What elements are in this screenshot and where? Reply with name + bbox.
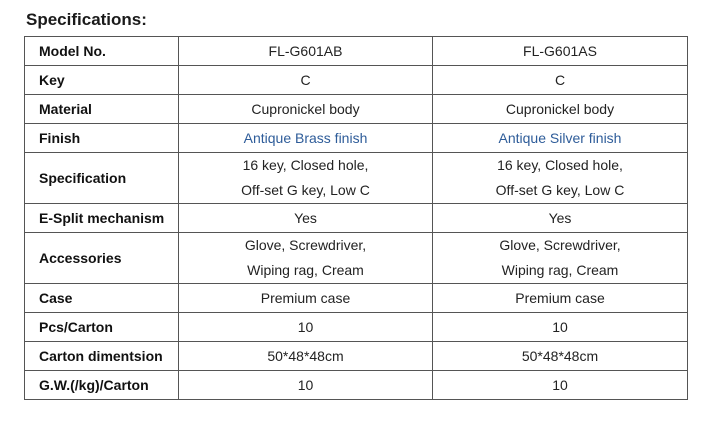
- value-fl-g601as: C: [433, 66, 688, 95]
- value-fl-g601ab: Yes: [179, 204, 433, 233]
- row-label: Pcs/Carton: [25, 313, 179, 342]
- table-row-accessories: [25, 233, 688, 284]
- row-label: G.W.(/kg)/Carton: [25, 371, 179, 400]
- value-fl-g601as: 10: [433, 313, 688, 342]
- value-fl-g601as: 16 key, Closed hole, Off-set G key, Low C: [433, 153, 688, 204]
- value-fl-g601ab: Premium case: [179, 284, 433, 313]
- table-row-key: [25, 66, 688, 95]
- specifications-table: [24, 36, 688, 400]
- row-label: Finish: [25, 124, 179, 153]
- value-fl-g601ab: Cupronickel body: [179, 95, 433, 124]
- table-row-gross-weight: [25, 371, 688, 400]
- value-fl-g601as: Yes: [433, 204, 688, 233]
- value-fl-g601as: Cupronickel body: [433, 95, 688, 124]
- table-row-e-split: [25, 204, 688, 233]
- table-row-pcs-carton: [25, 313, 688, 342]
- table-row-specification: [25, 153, 688, 204]
- table-row-finish: [25, 124, 688, 153]
- value-fl-g601as: Glove, Screwdriver, Wiping rag, Cream: [433, 233, 688, 284]
- table-row-case: [25, 284, 688, 313]
- value-fl-g601as: Premium case: [433, 284, 688, 313]
- value-fl-g601ab: 50*48*48cm: [179, 342, 433, 371]
- row-label: Carton dimentsion: [25, 342, 179, 371]
- value-fl-g601ab: FL-G601AB: [179, 37, 433, 66]
- table-row-material: [25, 95, 688, 124]
- value-fl-g601ab: 10: [179, 371, 433, 400]
- table-row-carton-dimension: [25, 342, 688, 371]
- value-fl-g601ab: Antique Brass finish: [179, 124, 433, 153]
- row-label: Material: [25, 95, 179, 124]
- row-label: Accessories: [25, 233, 179, 284]
- row-label: Case: [25, 284, 179, 313]
- value-fl-g601ab: Glove, Screwdriver, Wiping rag, Cream: [179, 233, 433, 284]
- page-title: Specifications:: [26, 10, 147, 29]
- row-label: E-Split mechanism: [25, 204, 179, 233]
- value-fl-g601ab: 16 key, Closed hole, Off-set G key, Low C: [179, 153, 433, 204]
- value-fl-g601as: Antique Silver finish: [433, 124, 688, 153]
- value-fl-g601as: 10: [433, 371, 688, 400]
- table-row-model-no: [25, 37, 688, 66]
- row-label: Key: [25, 66, 179, 95]
- value-fl-g601as: 50*48*48cm: [433, 342, 688, 371]
- value-fl-g601as: FL-G601AS: [433, 37, 688, 66]
- row-label: Specification: [25, 153, 179, 204]
- row-label: Model No.: [25, 37, 179, 66]
- value-fl-g601ab: 10: [179, 313, 433, 342]
- value-fl-g601ab: C: [179, 66, 433, 95]
